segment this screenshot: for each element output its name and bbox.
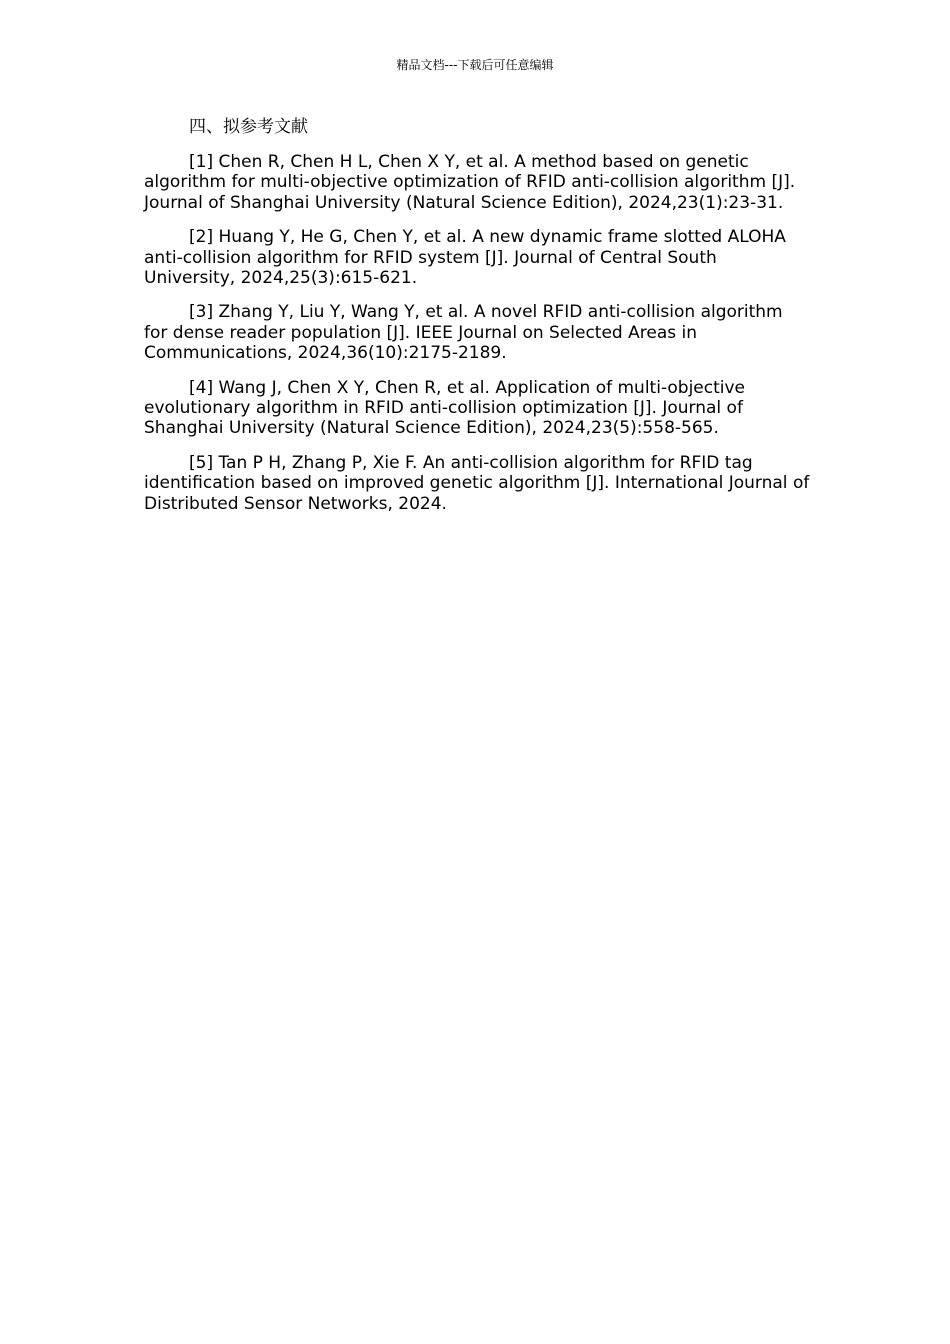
reference-item: [2] Huang Y, He G, Chen Y, et al. A new dynamic frame slotted ALOHA anti-collision algorithm for RFID system [J]. Journal of Central South University, 2024,25(3):615-621. <box>144 227 786 289</box>
reference-item: [1] Chen R, Chen H L, Chen X Y, et al. A method based on genetic algorithm for multi-objective optimization of RFID anti-collision algorithm [J]. Journal of Shanghai University (Natural Science Edition), 2024,23(1):23-31. <box>144 152 796 213</box>
reference-item: [5] Tan P H, Zhang P, Xie F. An anti-collision algorithm for RFID tag identification based on improved genetic algorithm [J]. International Journal of Distributed Sensor Networks, 2024. <box>144 452 810 514</box>
reference-list <box>144 152 810 514</box>
reference-item: [3] Zhang Y, Liu Y, Wang Y, et al. A novel RFID anti-collision algorithm for dense reader population [J]. IEEE Journal on Selected Areas in Communications, 2024,36(10):2175-2189. <box>144 302 783 364</box>
reference-item: [4] Wang J, Chen X Y, Chen R, et al. Application of multi-objective evolutionary algorithm in RFID anti-collision optimization [J]. Journal of Shanghai University (Natural Science Edition), 2024,23(5):558-565. <box>144 377 746 439</box>
document-body <box>144 116 810 528</box>
page-header: 精品文档---下载后可任意编辑 <box>396 58 554 72</box>
section-heading: 四、拟参考文献 <box>189 117 308 137</box>
